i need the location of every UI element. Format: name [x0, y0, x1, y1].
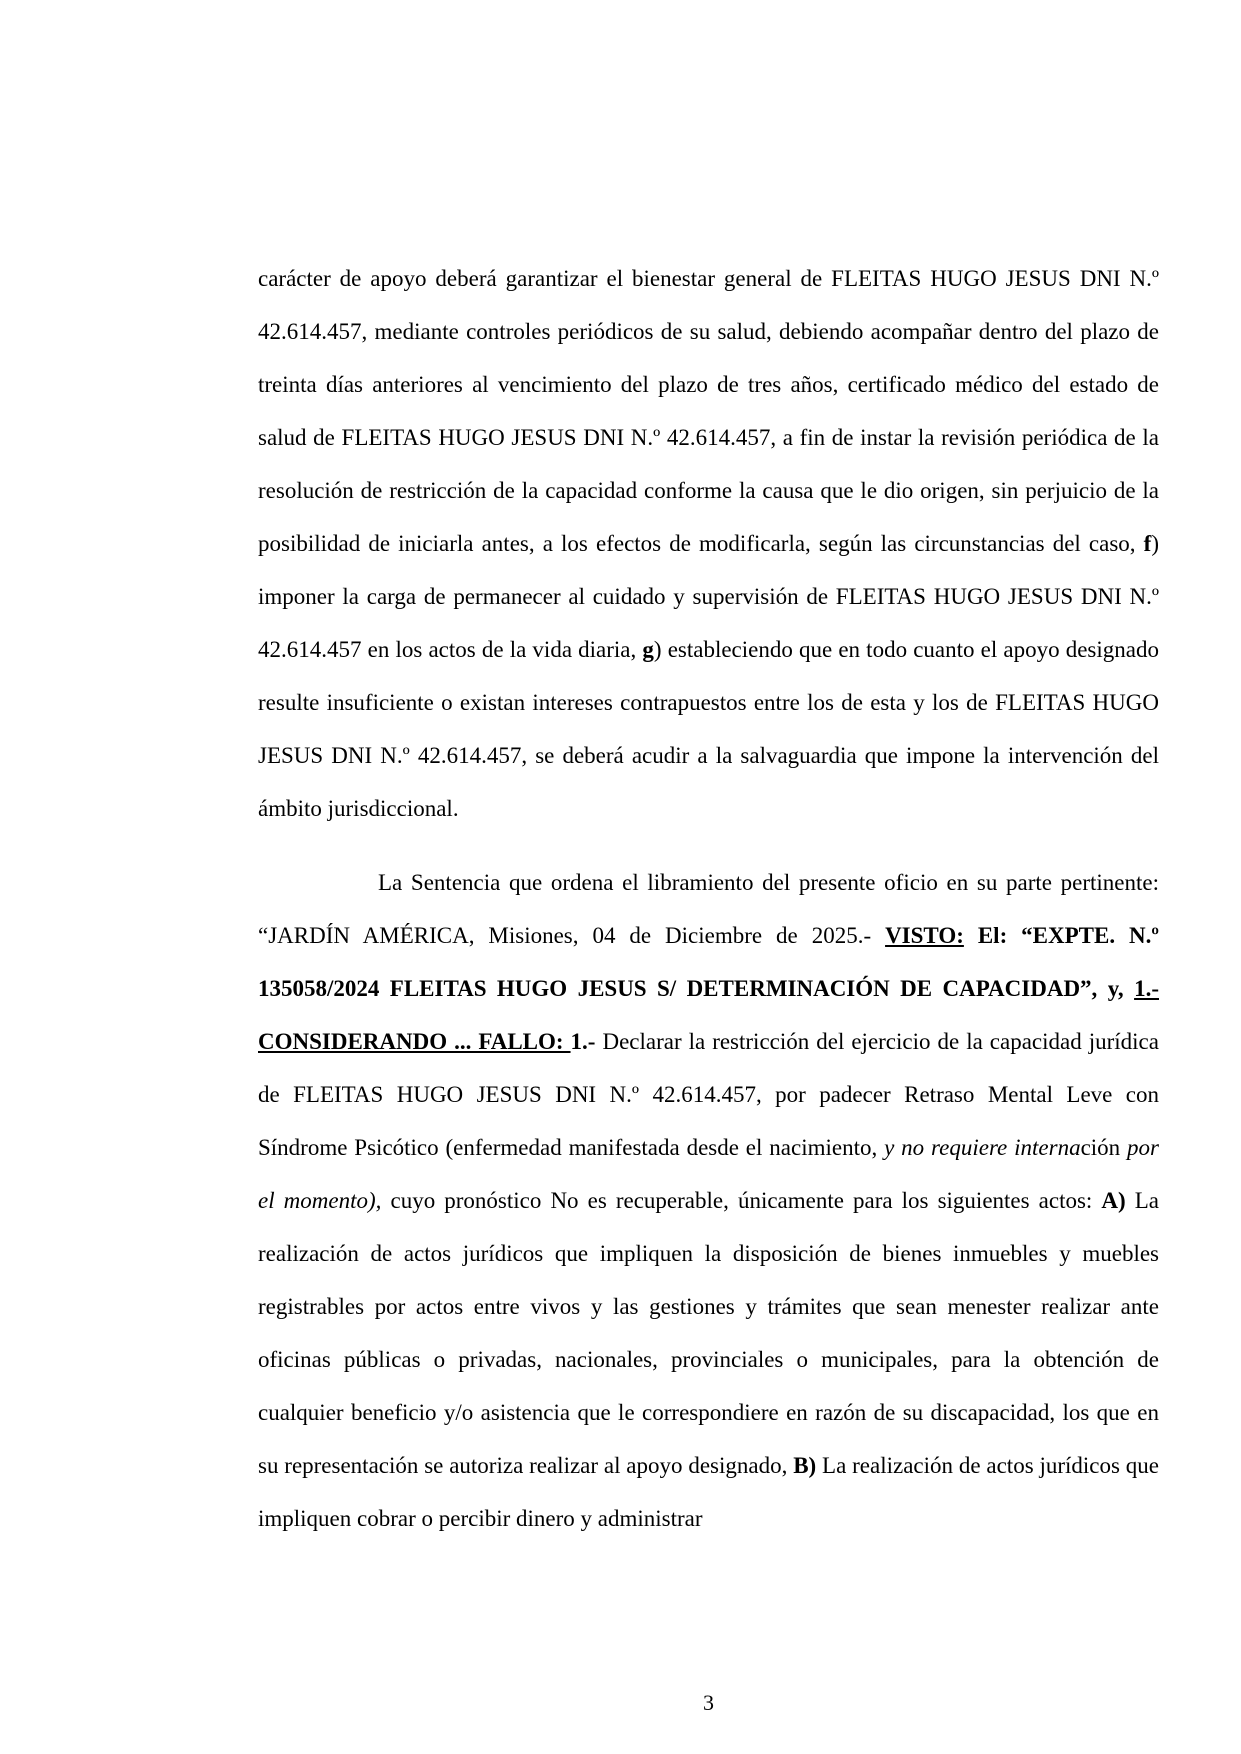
- text-run: La realización de actos jurídicos que impliquen la disposición de bienes inmuebles y muebles registrables por actos entre vivos y las gestiones y trámites que sean menester realizar ante oficinas públicas o privadas, nacionales, provinciales o municipales, para la obtención de cualquier beneficio y/o asistencia que le correspondiere en razón de su discapacidad, los que en su representación se autoriza realizar al apoyo designado,: [258, 1188, 1159, 1478]
- text-run: g: [642, 637, 654, 662]
- text-run: La realización de actos jurídicos que impliquen cobrar o percibir dinero y administrar: [258, 1453, 1160, 1531]
- text-run: B): [793, 1453, 817, 1478]
- text-run: cuyo pronóstico No es recuperable, únicamente para los siguientes actos:: [381, 1188, 1102, 1213]
- text-run: La Sentencia que ordena el libramiento del presente oficio en su parte pertinente: “JARDÍN AMÉRICA, Misiones, 04 de Diciembre de 2025.-: [258, 870, 1159, 948]
- text-run: 1.- CONSIDERANDO ... FALLO:: [258, 976, 1159, 1054]
- text-run: f: [1143, 531, 1152, 556]
- text-run: El: “EXPTE. N.º 135058/2024 FLEITAS HUGO JESUS S/ DETERMINACIÓN DE CAPACIDAD”, y,: [258, 923, 1159, 1001]
- text-run: A): [1101, 1188, 1126, 1213]
- text-run: y no requiere interna: [884, 1135, 1081, 1160]
- text-run: carácter de apoyo deberá garantizar el bienestar general de FLEITAS HUGO JESUS DNI N.º 42.614.457, mediante controles periódicos de su salud, debiendo acompañar dentro del plazo de treinta días anteriores al vencimiento del plazo de tres años, certificado médico del estado de salud de FLEITAS HUGO JESUS DNI N.º 42.614.457, a fin de instar la revisión periódica de la resolución de restricción de la capacidad conforme la causa que le dio origen, sin perjuicio de la posibilidad de iniciarla antes, a los efectos de modificarla, según las circunstancias del caso,: [258, 266, 1159, 556]
- text-run: ) estableciendo que en todo cuanto el apoyo designado resulte insuficiente o existan intereses contrapuestos entre los de esta y los de FLEITAS HUGO JESUS DNI N.º 42.614.457, se deberá acudir a la salvaguardia que impone la intervención del ámbito jurisdiccional.: [258, 637, 1159, 821]
- text-run: ción: [1080, 1135, 1121, 1160]
- text-run: 1.-: [570, 1029, 603, 1054]
- text-run: Declarar la restricción del ejercicio de la capacidad jurídica de FLEITAS HUGO JESUS DNI N.º 42.614.457, por padecer Retraso Mental Leve con Síndrome Psicótico (enfermedad manifestada desde el nacimiento,: [258, 1029, 1159, 1160]
- text-run: VISTO:: [885, 923, 964, 948]
- text-run: por el momento),: [258, 1135, 1160, 1213]
- text-run: ) imponer la carga de permanecer al cuidado y supervisión de FLEITAS HUGO JESUS DNI N.º 42.614.457 en los actos de la vida diaria,: [258, 531, 1159, 662]
- page-number: 3: [703, 1690, 714, 1715]
- paragraph: [258, 252, 1159, 835]
- paragraph: [258, 856, 1159, 1545]
- document-body: [258, 252, 1159, 1545]
